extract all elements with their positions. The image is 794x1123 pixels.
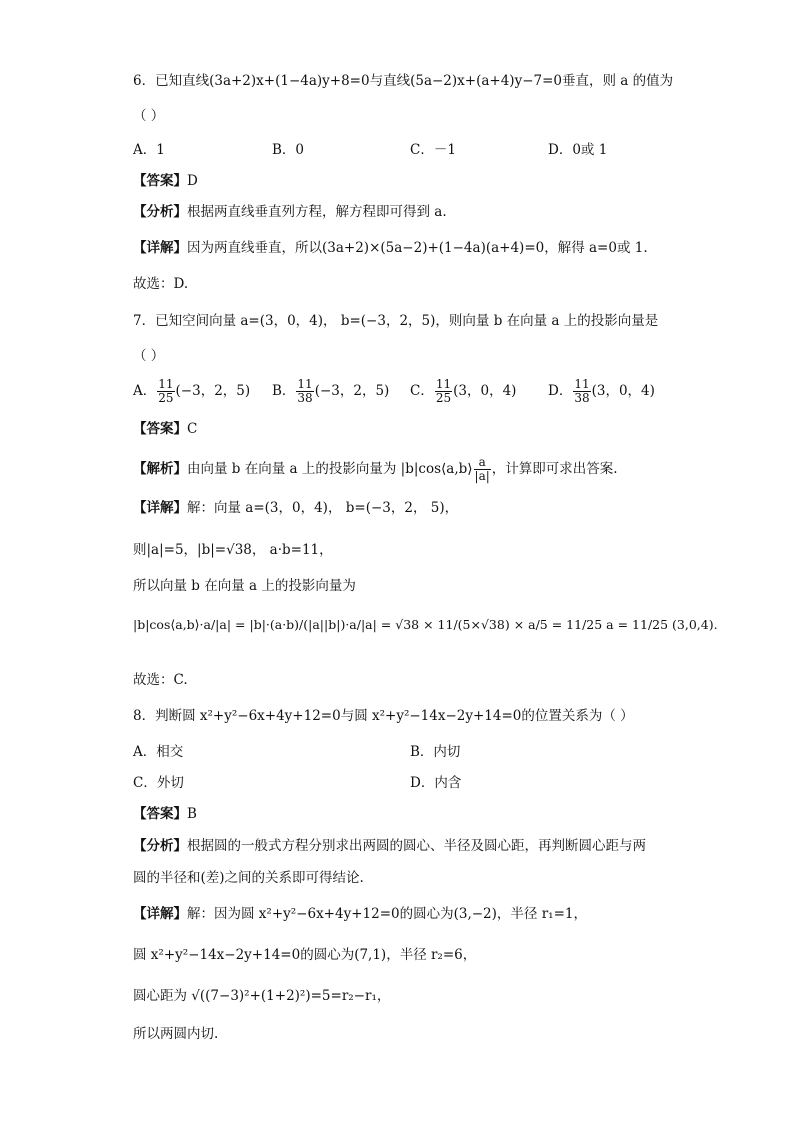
q8-option-c: C．外切 <box>133 775 184 791</box>
option-vector: (−3，2，5) <box>175 383 251 399</box>
q7-option-d <box>548 378 655 405</box>
q7-projection-formula: |b|cos⟨a,b⟩·a/|a| = |b|·(a·b)/(|a||b|)·a/|a| = √38 × 11/(5×√38) × a/5 = 11/25 a = 11/25 (3,0,4). <box>133 617 718 632</box>
option-label: A． <box>133 383 157 399</box>
q8-stem: 8．判断圆 x²+y²−6x+4y+12=0与圆 x²+y²−14x−2y+14=0的位置关系为（ ） <box>133 708 634 724</box>
answer-tag: 【答案】 <box>133 173 187 189</box>
analysis-tag: 【分析】 <box>133 838 187 854</box>
q8-answer <box>133 804 197 824</box>
answer-tag: 【答案】 <box>133 806 187 822</box>
option-fraction: $\frac{11}{25}$ <box>435 377 452 405</box>
q6-answer <box>133 171 198 191</box>
analysis-text: 根据圆的一般式方程分别求出两圆的圆心、半径及圆心距，再判断圆心距与两 <box>187 838 646 854</box>
analysis-text-end: ，计算即可求出答案. <box>491 461 618 477</box>
q6-option-a: A．1 <box>133 142 165 158</box>
q8-option-a: A．相交 <box>133 744 184 760</box>
analysis-text: 根据两直线垂直列方程，解方程即可得到 a. <box>187 204 447 220</box>
q8-detail <box>133 904 587 924</box>
option-vector: (3，0，4) <box>453 383 517 399</box>
detail-tag: 【详解】 <box>133 240 187 256</box>
q8-option-d: D．内含 <box>410 775 462 791</box>
q7-paren: （ ） <box>133 348 165 364</box>
option-vector: (3，0，4) <box>591 383 655 399</box>
q6-conclusion: 故选：D. <box>133 276 189 292</box>
option-fraction: $\frac{11}{38}$ <box>574 377 590 405</box>
detail-tag: 【详解】 <box>133 906 187 922</box>
q6-option-b: B．0 <box>272 142 305 158</box>
answer-tag: 【答案】 <box>133 421 187 437</box>
q8-detail-2: 圆 x²+y²−14x−2y+14=0的圆心为(7,1)，半径 r₂=6， <box>133 947 477 963</box>
unit-vector-fraction: $\frac{a}{|a|}$ <box>474 455 490 483</box>
q8-analysis <box>133 836 646 856</box>
analysis-tag: 【解析】 <box>133 461 187 477</box>
detail-tag: 【详解】 <box>133 500 187 516</box>
q6-option-c: C．－1 <box>410 142 456 158</box>
q7-analysis <box>133 456 618 483</box>
answer-value: D <box>187 173 198 189</box>
detail-text: 解：因为圆 x²+y²−6x+4y+12=0的圆心为(3,−2)，半径 r₁=1， <box>187 906 587 922</box>
q6-analysis <box>133 202 447 222</box>
q8-conclusion: 所以两圆内切. <box>133 1026 219 1042</box>
q7-option-a <box>133 378 250 405</box>
q7-detail-2: 则|a|=5，|b|=√38， a·b=11， <box>133 542 333 558</box>
option-vector: (−3，2，5) <box>314 383 390 399</box>
q8-detail-3: 圆心距为 √((7−3)²+(1+2)²)=5=r₂−r₁， <box>133 988 391 1004</box>
q8-analysis-2: 圆的半径和(差)之间的关系即可得结论. <box>133 870 364 886</box>
option-fraction: $\frac{11}{38}$ <box>297 377 313 405</box>
q6-detail <box>133 238 648 258</box>
q7-stem: 7．已知空间向量 a=(3，0，4)， b=(−3，2，5)，则向量 b 在向量 a 上的投影向量是 <box>133 313 659 329</box>
q7-detail-3: 所以向量 b 在向量 a 上的投影向量为 <box>133 578 356 594</box>
q7-detail <box>133 498 458 518</box>
detail-text: 因为两直线垂直，所以(3a+2)×(5a−2)+(1−4a)(a+4)=0，解得 a=0或 1. <box>187 240 648 256</box>
option-label: C． <box>410 383 434 399</box>
answer-value: B <box>187 806 197 822</box>
q6-paren: （ ） <box>133 108 165 124</box>
answer-value: C <box>187 421 198 437</box>
detail-text: 解：向量 a=(3，0，4)， b=(−3，2， 5)， <box>187 500 459 516</box>
q7-answer <box>133 419 197 439</box>
q6-option-d: D．0或 1 <box>548 142 608 158</box>
analysis-text: 由向量 b 在向量 a 上的投影向量为 |b|cos⟨a,b⟩ <box>187 461 473 477</box>
option-label: D． <box>548 383 573 399</box>
option-label: B． <box>272 383 296 399</box>
analysis-tag: 【分析】 <box>133 204 187 220</box>
q7-conclusion: 故选：C. <box>133 672 188 688</box>
q8-option-b: B．内切 <box>410 744 461 760</box>
q7-option-b <box>272 378 389 405</box>
q7-option-c <box>410 378 516 405</box>
q6-stem: 6．已知直线(3a+2)x+(1−4a)y+8=0与直线(5a−2)x+(a+4)y−7=0垂直，则 a 的值为 <box>133 73 674 89</box>
option-fraction: $\frac{11}{25}$ <box>158 377 174 405</box>
